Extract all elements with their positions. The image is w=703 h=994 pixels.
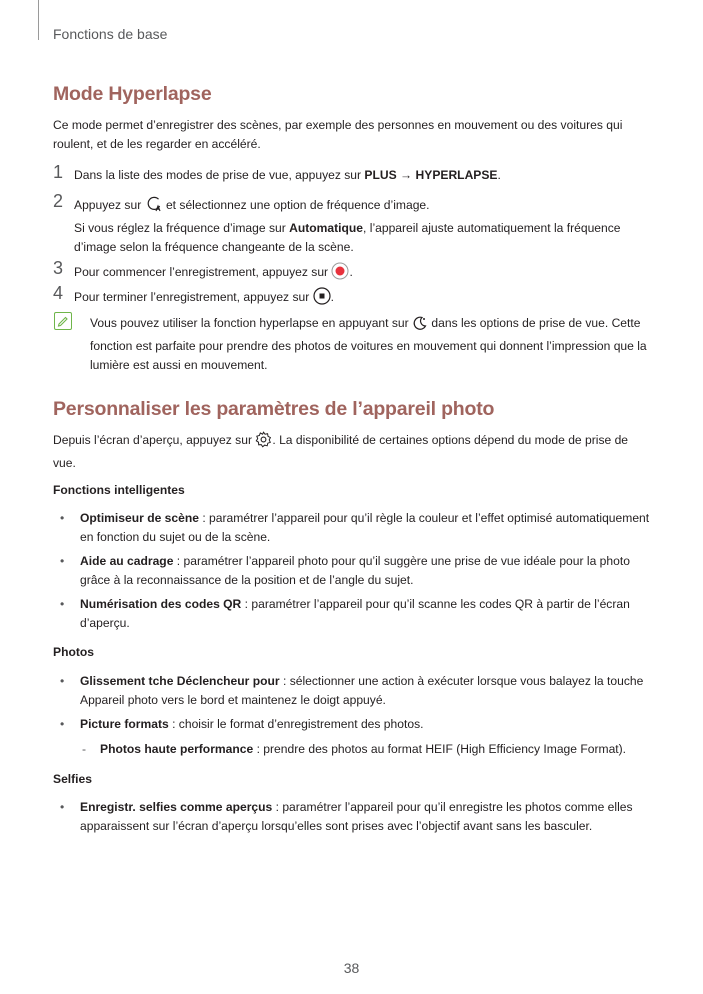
item-title: Optimiseur de scène	[80, 511, 199, 525]
intro-text: Depuis l’écran d’aperçu, appuyez sur	[53, 433, 256, 447]
item-title: Picture formats	[80, 717, 169, 731]
step-number: 3	[53, 258, 64, 278]
stop-icon	[313, 287, 331, 311]
hyperlapse-night-icon	[412, 315, 428, 337]
list-item	[60, 715, 655, 734]
sub-list-item	[82, 740, 652, 759]
hyperlapse-title: Mode Hyperlapse	[53, 83, 212, 105]
step-text: .	[349, 265, 353, 279]
note-icon	[54, 312, 72, 330]
step-text: Dans la liste des modes de prise de vue, appuyez sur	[74, 168, 365, 182]
settings-intro	[53, 431, 653, 473]
step-number: 1	[53, 162, 64, 182]
hyperlapse-note	[90, 314, 655, 375]
step-text: Pour terminer l’enregistrement, appuyez sur	[74, 290, 313, 304]
step-text: .	[497, 168, 501, 182]
dash: -	[82, 742, 87, 756]
item-text: : paramétrer l’appareil pour qu’il règle la couleur et l’effet optimisé automatiquement en fonction du sujet ou de la scène.	[80, 511, 650, 544]
settings-gear-icon	[255, 431, 272, 454]
item-text: : prendre des photos au format HEIF (High Efficiency Image Format).	[253, 742, 627, 756]
item-text: : choisir le format d’enregistrement des photos.	[168, 717, 424, 731]
step-text: , l’appareil ajuste automatiquement la fréquence d’image selon la fréquence changeante de la scène.	[74, 221, 621, 254]
bullet: •	[60, 674, 65, 688]
bullet: •	[60, 554, 65, 568]
item-text: : sélectionner une action à exécuter lorsque vous balayez la touche Appareil photo vers le bord et maintenez le doigt appuyé.	[80, 674, 644, 707]
note-text: dans les options de prise de vue. Cette fonction est parfaite pour prendre des photos de voitures en mouvement qui donnent l’impression que la lumière est aussi en mouvement.	[90, 316, 647, 372]
plus-label: PLUS	[364, 168, 397, 182]
record-icon	[331, 262, 349, 286]
list-item	[60, 552, 655, 590]
list-item	[60, 509, 655, 547]
bullet: •	[60, 511, 65, 525]
step-number: 4	[53, 283, 64, 303]
bullet: •	[60, 597, 65, 611]
step-4	[53, 283, 653, 311]
page-number: 38	[343, 960, 360, 976]
step-2	[53, 191, 653, 257]
hyperlapse-intro: Ce mode permet d’enregistrer des scènes, par exemple des personnes en mouvement ou des voitures qui roulent, et de les regarder en accéléré.	[53, 118, 623, 151]
group-heading: Photos	[53, 645, 94, 659]
item-title: Aide au cadrage	[80, 554, 174, 568]
step-text: Pour commencer l’enregistrement, appuyez sur	[74, 265, 332, 279]
step-text: Appuyez sur	[74, 198, 145, 212]
group-heading: Fonctions intelligentes	[53, 483, 185, 497]
step-number: 2	[53, 191, 64, 211]
list-item	[60, 798, 655, 836]
group-heading: Selfies	[53, 772, 92, 786]
step-3	[53, 258, 653, 286]
step-1	[53, 162, 653, 185]
arrow-text: →	[396, 168, 416, 182]
item-text: : paramétrer l’appareil pour qu’il enregistre les photos comme elles apparaissent sur l’écran d’aperçu lorsqu’elles sont prises avec l’objectif avant sans les basculer.	[80, 800, 633, 833]
item-title: Enregistr. selfies comme aperçus	[80, 800, 273, 814]
step-text: .	[330, 290, 334, 304]
item-title: Glissement tche Déclencheur pour	[80, 674, 280, 688]
section-header: Fonctions de base	[53, 26, 168, 42]
item-text: : paramétrer l’appareil pour qu’il scanne les codes QR à partir de l’écran d’aperçu.	[80, 597, 630, 630]
step-text: Si vous réglez la fréquence d’image sur	[74, 221, 290, 235]
automatique-label: Automatique	[289, 221, 364, 235]
item-text: : paramétrer l’appareil photo pour qu’il suggère une prise de vue idéale pour la photo grâce à la reconnaissance de la position et de l’angle du sujet.	[80, 554, 630, 587]
header-rule	[38, 0, 39, 40]
frame-rate-icon	[145, 195, 163, 219]
bullet: •	[60, 800, 65, 814]
note-text: Vous pouvez utiliser la fonction hyperlapse en appuyant sur	[90, 316, 413, 330]
bullet: •	[60, 717, 65, 731]
step-text: et sélectionnez une option de fréquence d’image.	[162, 198, 430, 212]
item-title: Numérisation des codes QR	[80, 597, 242, 611]
list-item	[60, 672, 655, 710]
hyperlapse-label: HYPERLAPSE	[415, 168, 498, 182]
item-title: Photos haute performance	[100, 742, 254, 756]
intro-text: . La disponibilité de certaines options dépend du mode de prise de vue.	[53, 433, 629, 470]
list-item	[60, 595, 655, 633]
settings-title: Personnaliser les paramètres de l’appareil photo	[53, 398, 495, 420]
